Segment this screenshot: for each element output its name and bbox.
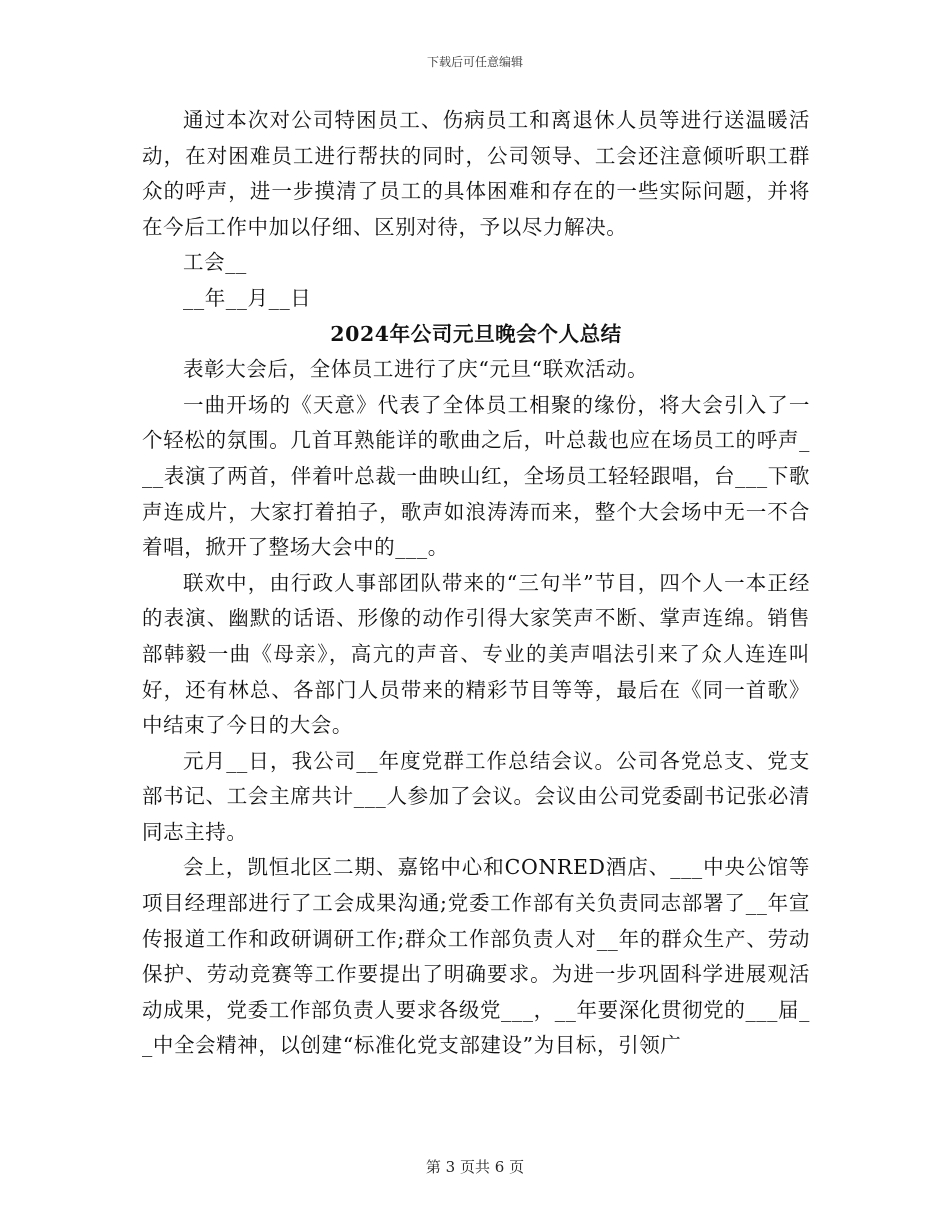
- paragraph-intro: 表彰大会后，全体员工进行了庆“元旦“联欢活动。: [183, 357, 649, 382]
- paragraph-support-activity: 通过本次对公司特困员工、伤病员工和离退休人员等进行送温暖活动，在对困难员工进行帮扶的同时，公司领导、工会还注意倾听职工群众的呼声，进一步摸清了员工的具体困难和存在的一些实际问题，并将在今后工作中加以仔细、区别对待，予以尽力解决。: [142, 108, 810, 239]
- section-title: 2024年公司元旦晚会个人总结: [330, 321, 622, 346]
- paragraph-meeting-details: 会上，凯恒北区二期、嘉铭中心和CONRED酒店、___中央公馆等项目经理部进行了工会成果沟通;党委工作部有关负责同志部署了__年宣传报道工作和政研调研工作;群众工作部负责人对__年的群众生产、劳动保护、劳动竞赛等工作要提出了明确要求。为进一步巩固科学进展观活动成果，党委工作部负责人要求各级党___，__年要深化贯彻党的___届__中全会精神，以创建“标准化党支部建设”为目标，引领广: [142, 855, 810, 1058]
- paragraph-opening-song: 一曲开场的《天意》代表了全体员工相聚的缘份，将大会引入了一个轻松的氛围。几首耳熟能详的歌曲之后，叶总裁也应在场员工的呼声___表演了两首，伴着叶总裁一曲映山红，全场员工轻轻跟唱，台___下歌声连成片，大家打着拍子，歌声如浪涛涛而来，整个大会场中无一不合着唱，掀开了整场大会中的___。: [142, 392, 810, 560]
- signature-date: __年__月__日: [183, 285, 312, 310]
- page-footer: 第 3 页共 6 页: [425, 1158, 525, 1176]
- page-header: 下载后可任意编辑: [426, 55, 523, 69]
- signature-union: 工会__: [183, 250, 247, 275]
- paragraph-performances: 联欢中，由行政人事部团队带来的“三句半”节目，四个人一本正经的表演、幽默的话语、形像的动作引得大家笑声不断、掌声连绵。销售部韩毅一曲《母亲》，高亢的声音、专业的美声唱法引来了众人连连叫好，还有林总、各部门人员带来的精彩节目等等，最后在《同一首歌》中结束了今日的大会。: [142, 570, 810, 738]
- document-body: [142, 103, 810, 1064]
- paragraph-meeting: 元月__日，我公司__年度党群工作总结会议。公司各党总支、党支部书记、工会主席共计___人参加了会议。会议由公司党委副书记张必清同志主持。: [142, 748, 810, 844]
